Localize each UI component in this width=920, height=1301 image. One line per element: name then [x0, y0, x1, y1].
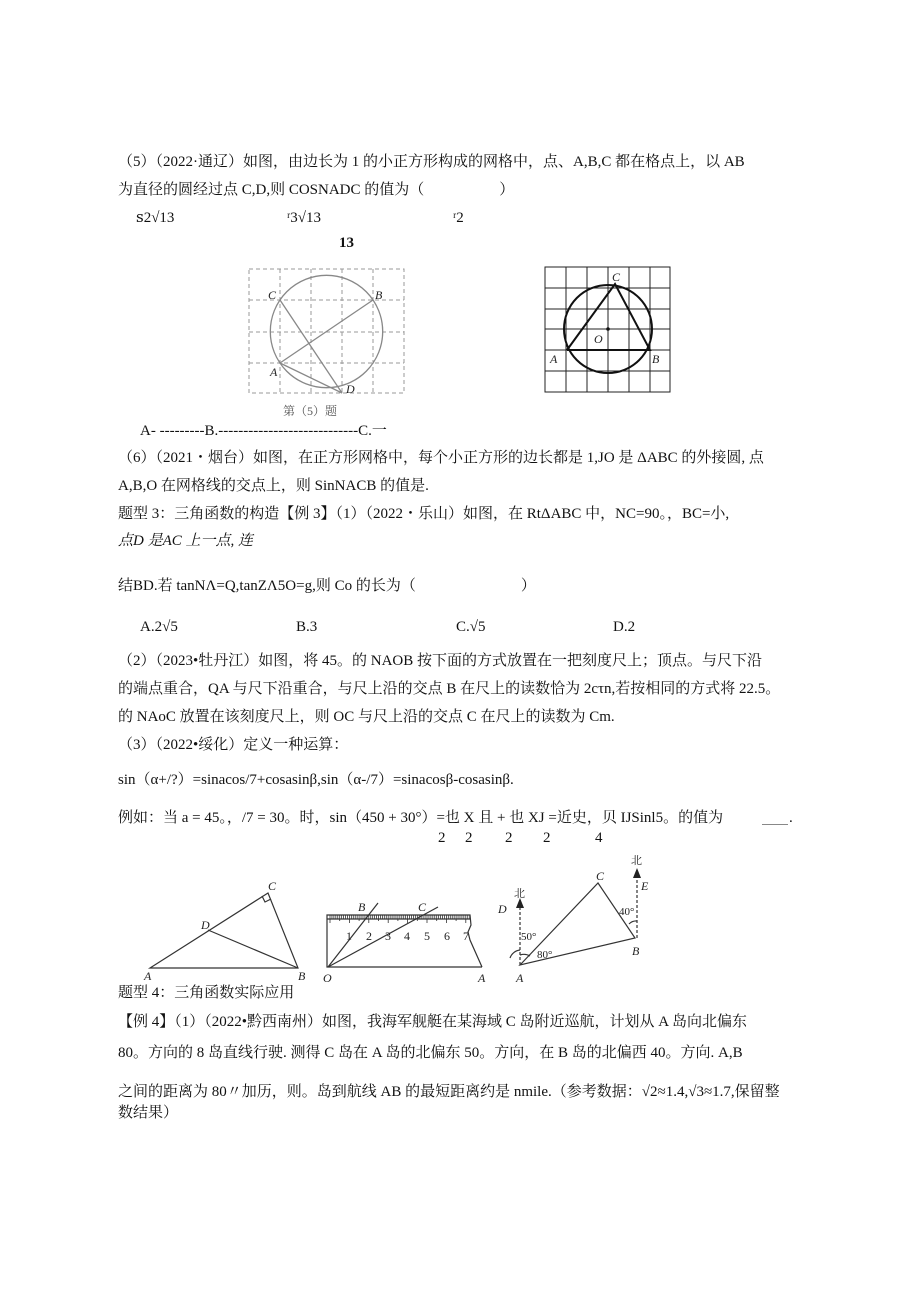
q5-line1: （5）（2022·通辽）如图，由边长为 1 的小正方形构成的网格中，点、A,B,C 都在格点上，以 AB: [118, 154, 745, 170]
q5-label-b: B: [375, 288, 383, 302]
q6-line2: A,B,O 在网格线的交点上，则 SinNACB 的值是.: [118, 478, 429, 494]
q5-option-b: ʳ3√13: [287, 210, 321, 226]
q3-line3: 例如：当 a = 45。，/7 = 30。时，sin（450 + 30°）=也 X 且 + 也 XJ =近史，贝 IJSinl5。的值为: [118, 810, 724, 826]
q3-denominator: 2: [465, 830, 473, 846]
q3-line2: sin（α+/?）=sinacos/7+cosasinβ,sin（α-/7）=sinacosβ-cosasinβ.: [118, 772, 514, 788]
q3-answer-blank: [762, 810, 788, 825]
q5-line2: 为直径的圆经过点 C,D,则 COSNADC 的值为（ ）: [118, 182, 515, 198]
angle-40: 40°: [619, 906, 635, 918]
type3-line3: 结BD.若 tanNΛ=Q,tanZΛ5O=g,则 Co 的长为（ ）: [118, 578, 536, 594]
type3-option-d: D.2: [613, 619, 636, 635]
q5-denominator: 13: [339, 235, 354, 251]
q5-label-d: D: [346, 382, 355, 396]
type4-line4: 数结果）: [118, 1105, 179, 1121]
angle-50: 50°: [521, 931, 537, 943]
ruler-tick-6: 6: [444, 929, 450, 943]
q5-caption: 第（5）题: [283, 404, 338, 418]
q3-denominator: 2: [438, 830, 446, 846]
q5-label-c: C: [268, 288, 277, 302]
q3-end-period: .: [789, 810, 793, 826]
type4-line1: 【例 4】（1）（2022•黔西南州）如图，我海军舰艇在某海域 C 岛附近巡航，计划从 A 岛向北偏东: [118, 1014, 748, 1030]
ruler-tick-2: 2: [366, 929, 372, 943]
q2-line1: （2）（2023•牡丹江）如图，将 45。的 NAOB 按下面的方式放置在一把刻度尺上；顶点。与尺下沿: [118, 653, 763, 669]
type3-option-a: A.2√5: [140, 619, 178, 635]
ruler-tick-5: 5: [424, 929, 430, 943]
triangle-figure: [150, 893, 298, 968]
type3-line2: 点D 是AC 上一点, 连: [118, 533, 254, 549]
q5-option-a: ꜱ2√13: [136, 210, 175, 226]
ruler-tick-4: 4: [404, 929, 410, 943]
nav-label-e: E: [641, 879, 649, 893]
q6-line1: （6）（2021・烟台）如图，在正方形网格中，每个小正方形的边长都是 1,JO 是 ΔABC 的外接圆, 点: [118, 450, 764, 466]
ruler-label-b: B: [358, 900, 366, 914]
type3-line1: 题型 3：三角函数的构造【例 3】（1）（2022・乐山）如图，在 RtΔABC 中，NC=90。，BC=小,: [118, 506, 730, 522]
q2-line2: 的端点重合，QA 与尺下沿重合，与尺上沿的交点 B 在尺上的读数恰为 2cτn,若按相同的方式将 22.5。: [118, 681, 781, 697]
q6-label-o: O: [594, 332, 603, 346]
nav-label-b: B: [632, 944, 640, 958]
q5-choices-line: A- ---------B.----------------------------C.一: [140, 423, 387, 439]
north-label-b: 北: [631, 855, 642, 867]
ruler-tick-7: 7: [463, 929, 469, 943]
tri-label-b: B: [298, 969, 306, 983]
type3-option-b: B.3: [296, 619, 318, 635]
ruler-label-o: O: [323, 971, 332, 985]
north-label-a: 北: [514, 888, 525, 900]
navigation-figure: [510, 873, 637, 965]
type4-heading: 题型 4：三角函数实际应用: [118, 985, 295, 1001]
type3-option-c: C.√5: [456, 619, 486, 635]
q6-label-a: A: [550, 352, 558, 366]
q6-label-b: B: [652, 352, 660, 366]
q2-line3: 的 NAoC 放置在该刻度尺上，则 OC 与尺上沿的交点 C 在尺上的读数为 Cm.: [118, 709, 615, 725]
nav-label-a: A: [516, 971, 524, 985]
type4-line3: 之间的距离为 80〃加历，则。岛到航线 AB 的最短距离约是 nmile.（参考数据：√2≈1.4,√3≈1.7,保留整: [118, 1084, 780, 1100]
tri-label-a: A: [144, 969, 152, 983]
q6-label-c: C: [612, 270, 621, 284]
nav-label-c: C: [596, 869, 605, 883]
q5-option-c: ʳ2: [453, 210, 464, 226]
q5-label-a: A: [270, 365, 278, 379]
nav-label-d: D: [498, 902, 507, 916]
q3-denominator: 4: [595, 830, 603, 846]
q3-denominator: 2: [505, 830, 513, 846]
q3-denominator: 2: [543, 830, 551, 846]
q3-line1: （3）（2022•绥化）定义一种运算：: [118, 737, 349, 753]
tri-label-d: D: [201, 918, 210, 932]
ruler-label-c: C: [418, 900, 427, 914]
angle-80: 80°: [537, 949, 553, 961]
type4-line2: 80。方向的 8 岛直线行驶. 测得 C 岛在 A 岛的北偏东 50。方向，在 B 岛的北偏西 40。方向. A,B: [118, 1045, 743, 1061]
ruler-tick-3: 3: [385, 929, 391, 943]
tri-label-c: C: [268, 879, 277, 893]
ruler-tick-1: 1: [346, 929, 352, 943]
ruler-label-a: A: [478, 971, 486, 985]
